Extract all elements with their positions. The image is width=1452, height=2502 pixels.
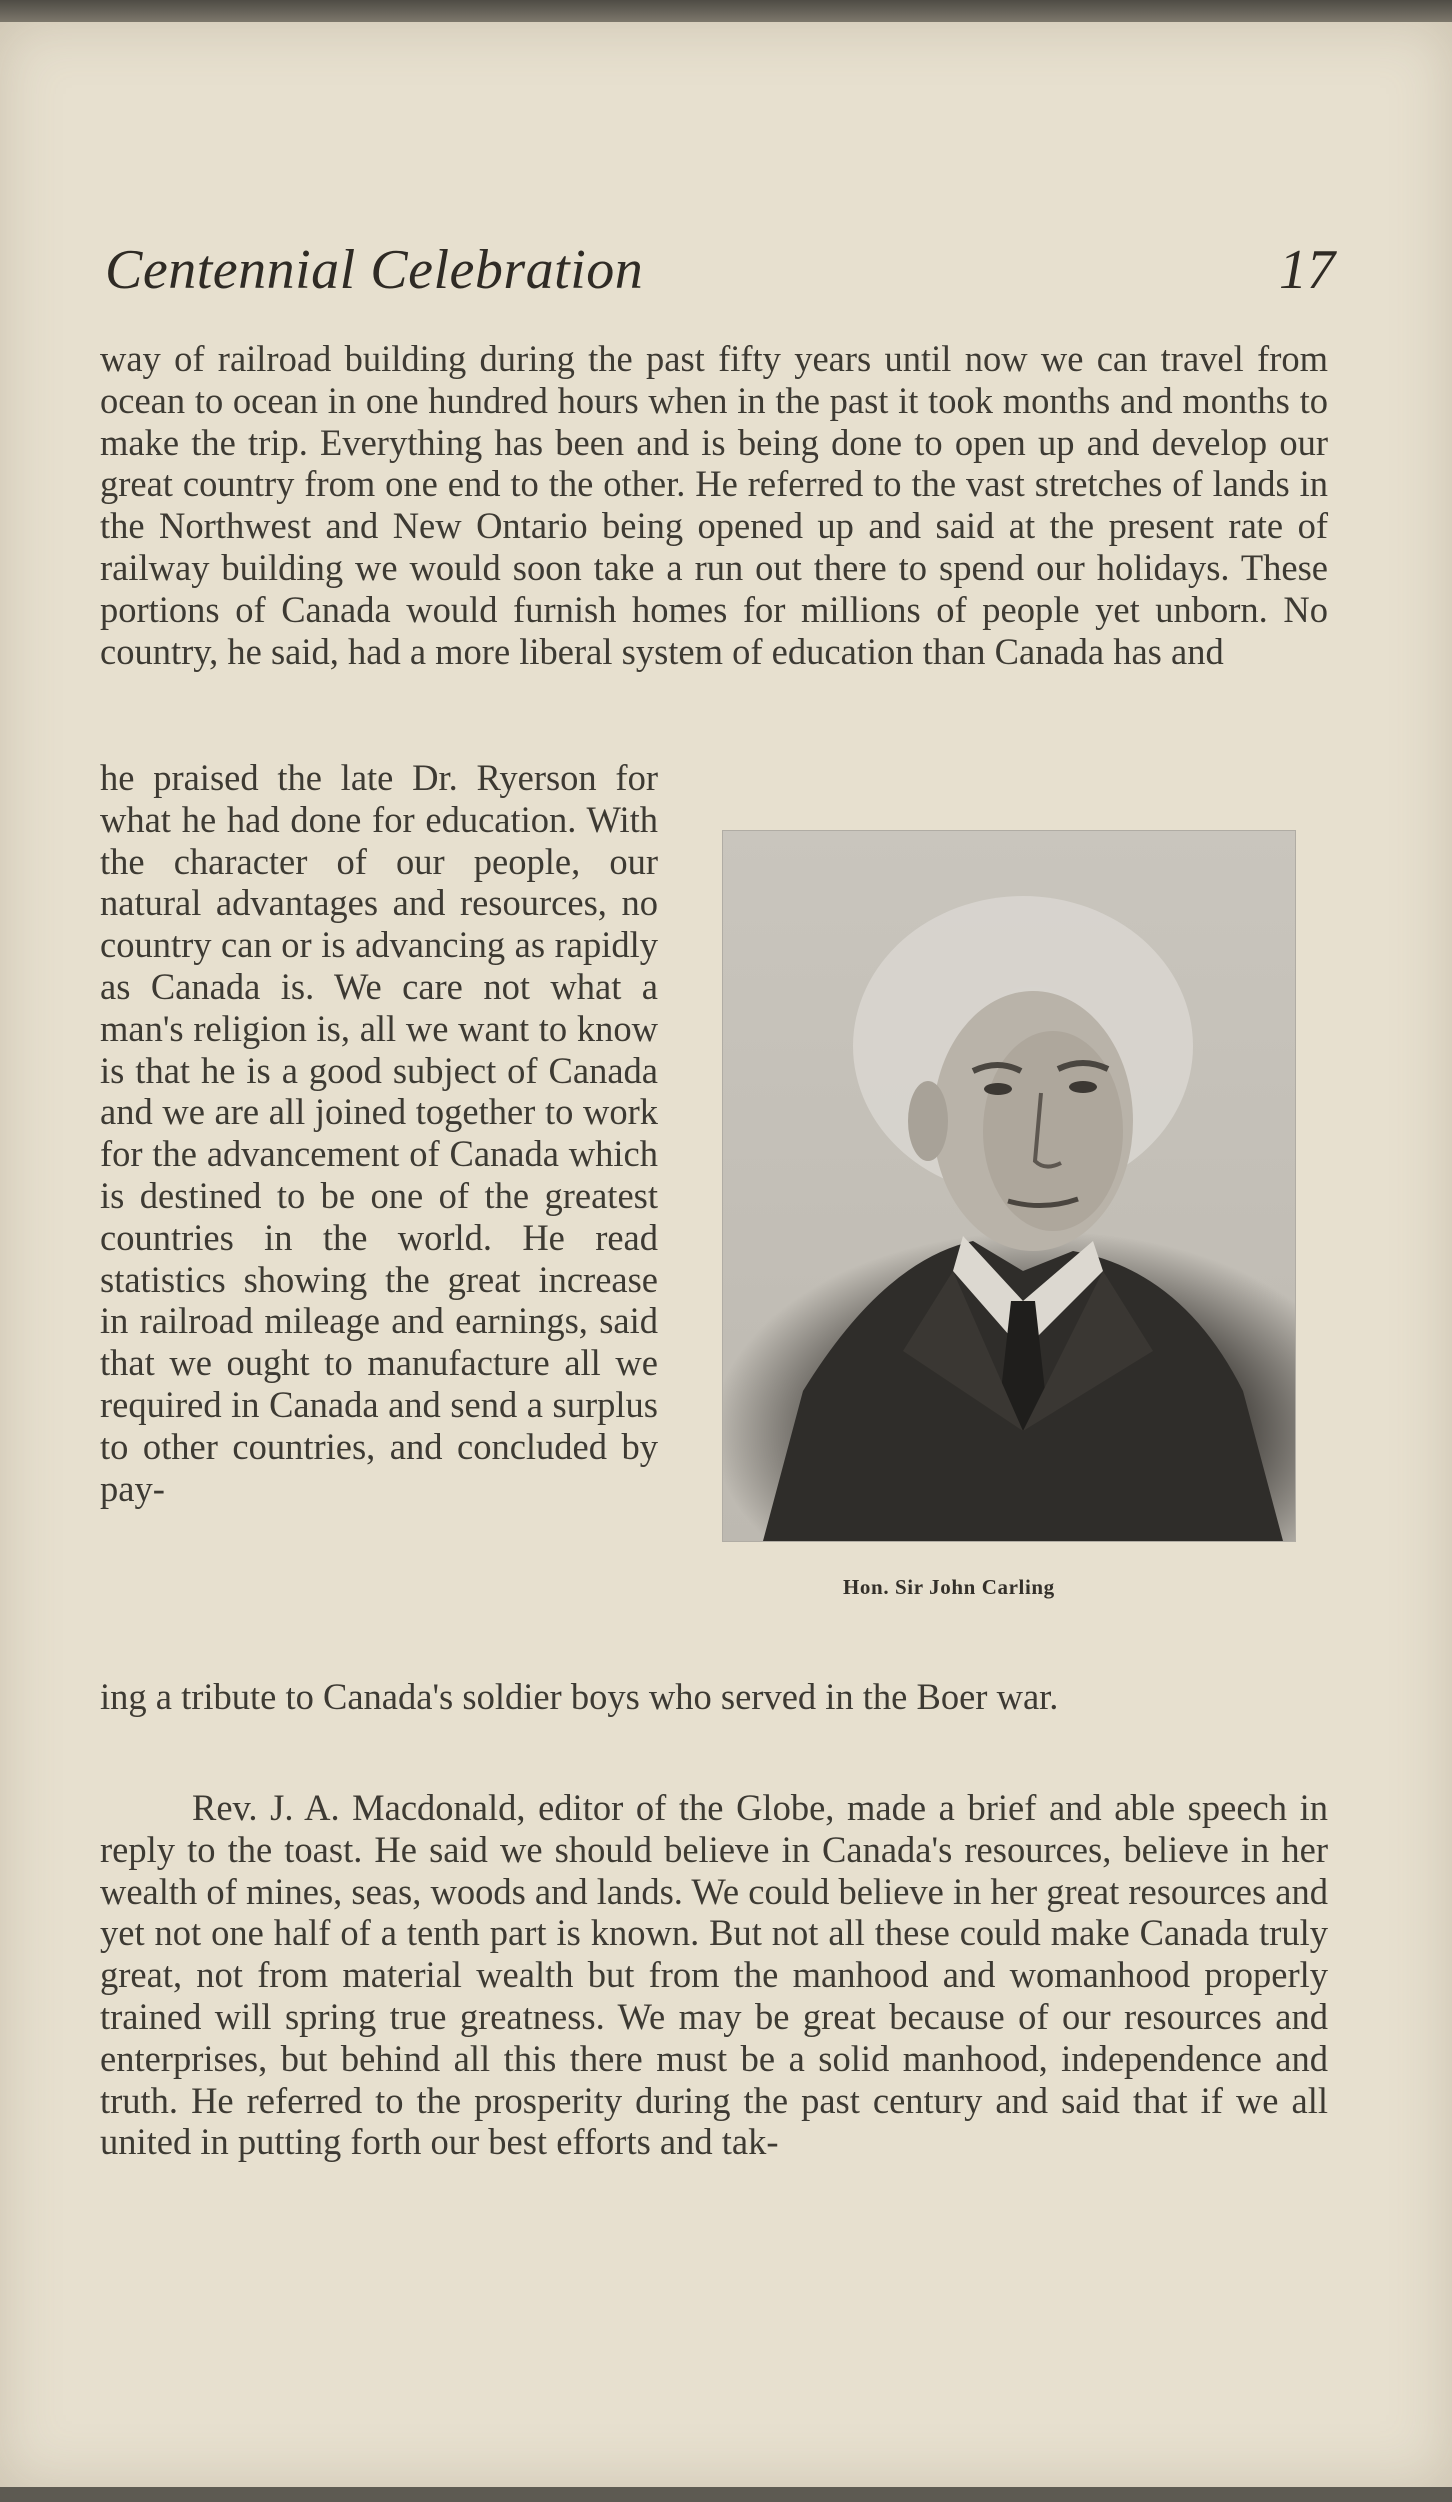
paragraph-1-wrapped: he praised the late Dr. Ryerson for what he had done for education. With the character of our people, our natural advantages and resources, no country can or is advancing as rapidly as Canada is. We care not what a man's religion is, all we want to know is that he is a good subject of Canada and we are all joined together to work for the advancement of Canada which is destined to be one of the greatest countries in the world. He read statistics showing the great increase in railroad mileage and earnings, said that we ought to manufacture all we required in Canada and send a surplus to other countries, and concluded by pay- (100, 757, 658, 1509)
paragraph-2: Rev. J. A. Macdonald, editor of the Globe, made a brief and able speech in reply to the toast. He said we should believe in Canada's resources, believe in her wealth of mines, seas, woods and lands. We could believe in her great resources and yet not one half of a tenth part is known. But not all these could make Canada truly great, not from material wealth but from the manhood and womanhood properly trained will spring true greatness. We may be great because of our resources and enterprises, but behind all this there must be a solid manhood, independence and truth. He referred to the prosperity during the past century and said that if we all united in putting forth our best efforts and tak- (100, 1787, 1328, 2163)
paragraph-1-top: way of railroad building during the past fifty years until now we can travel from ocean to ocean in one hundred hours when in the past it took months and months to make the trip. Everything has been and is being done to open up and develop our great country from one end to the other. He referred to the vast stretches of lands in the Northwest and New Ontario being opened up and said at the present rate of railway building we would soon take a run out there to spend our holidays. These portions of Canada would furnish homes for millions of people yet unborn. No country, he said, had a more liberal system of education than Canada has and (100, 338, 1328, 672)
portrait-caption: Hon. Sir John Carling (843, 1575, 1055, 1599)
portrait-illustration (723, 831, 1295, 1541)
page-header (105, 238, 1335, 318)
page-number: 17 (1279, 239, 1335, 301)
running-title: Centennial Celebration (105, 239, 644, 301)
paragraph-1-end: ing a tribute to Canada's soldier boys who served in the Boer war. (100, 1676, 1059, 1717)
portrait-photograph (722, 830, 1296, 1542)
page-top-edge (0, 0, 1452, 22)
